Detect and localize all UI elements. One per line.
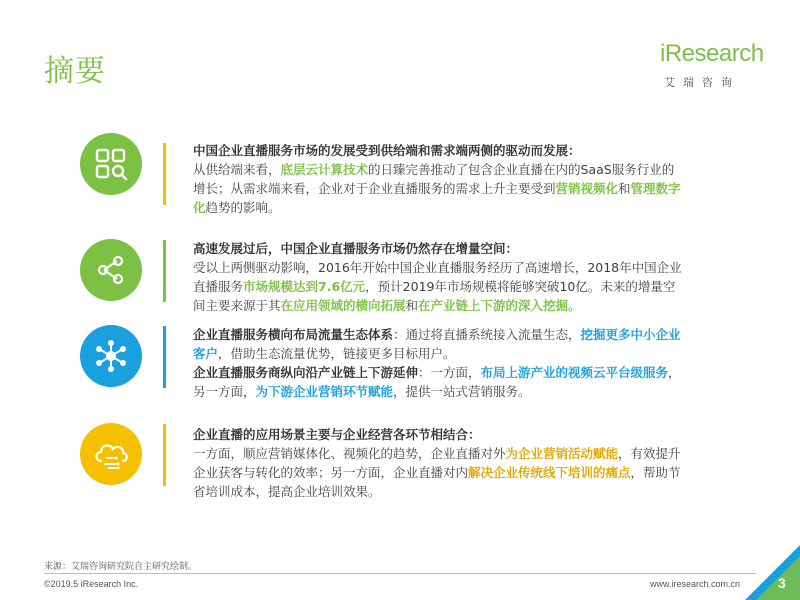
item-highlight: 为企业营销活动赋能 <box>505 446 619 461</box>
item-heading: 企业直播的应用场景主要与企业经营各环节相结合： <box>193 427 481 442</box>
item-heading: 企业直播服务商纵向沿产业链上下游延伸 <box>193 365 419 380</box>
item-text: 一方面，顺应营销媒体化、视频化的趋势，企业直播对外 <box>193 446 506 461</box>
divider-line <box>163 326 166 388</box>
cloud-icon <box>80 423 142 485</box>
page-title: 摘要 <box>44 54 106 89</box>
item-highlight: 布局上游产业的视频云平台级服务 <box>480 365 669 380</box>
item-highlight: 底层云计算技术 <box>280 162 369 177</box>
item-highlight: 挖掘更多中小企业客户 <box>193 327 681 361</box>
item-text: ，有效提升企业获客与转化的效率；另一方面，企业直播对内 <box>193 446 681 480</box>
item-heading: 中国企业直播服务市场的发展受到供给端和需求端两侧的驱动而发展： <box>193 143 581 158</box>
divider-line <box>163 424 166 486</box>
item-text: ，提供一站式营销服务。 <box>393 384 531 399</box>
item-text: 和 <box>618 181 631 196</box>
item-highlight: 解决企业传统线下培训的痛点 <box>468 465 631 480</box>
item-text: ，帮助节省培训成本，提高企业培训效果。 <box>193 465 681 499</box>
iresearch-logo <box>660 40 764 96</box>
item-highlight: 在应用领域的横向拓展 <box>280 298 406 313</box>
page-number: 3 <box>778 575 786 591</box>
grid-search-icon <box>80 133 142 195</box>
item-text: 的日臻完善推动了包含企业直播在内的SaaS服务行业的增长；从需求端来看，企业对于企业直播服务的需求上升主要受到 <box>193 162 675 196</box>
item-text: ：一方面， <box>418 365 481 380</box>
item-highlight: 营销视频化 <box>555 181 619 196</box>
website-link[interactable]: www.iresearch.com.cn <box>650 579 741 589</box>
share-icon <box>80 239 142 301</box>
summary-item-3 <box>193 325 683 401</box>
footer-divider <box>44 573 756 574</box>
item-text: 和 <box>405 298 419 313</box>
summary-item-4 <box>193 425 683 501</box>
item-text: 受以上两侧驱动影响，2016年开始中国企业直播服务经历了高速增长，2018年中国企业直播服务 <box>193 260 682 294</box>
item-text: 从供给端来看， <box>193 162 281 177</box>
item-text: ，借助生态流量优势，链接更多目标用户。 <box>218 346 456 361</box>
logo-word: iResearch <box>660 40 764 67</box>
network-icon <box>80 325 142 387</box>
item-text: 趋势的影响。 <box>205 200 281 215</box>
item-highlight: 管理数字化 <box>193 181 681 215</box>
item-heading: 企业直播服务横向布局流量生态体系 <box>193 327 394 342</box>
item-highlight: 为下游企业营销环节赋能 <box>255 384 394 399</box>
copyright: ©2019.5 iResearch Inc. <box>44 579 139 589</box>
item-highlight: 在产业链上下游的深入挖掘 <box>418 298 569 313</box>
logo-subtitle: 艾瑞咨询 <box>664 76 740 89</box>
item-text: ，预计2019年市场规模将能够突破10亿。未来的增量空间主要来源于其 <box>193 279 676 313</box>
item-text: ，另一方面， <box>193 365 681 399</box>
divider-line <box>163 143 166 205</box>
item-text: ：通过将直播系统接入流量生态， <box>393 327 581 342</box>
source-note: 来源：艾瑞咨询研究院自主研究绘制。 <box>44 562 198 572</box>
summary-item-1 <box>193 141 683 217</box>
summary-item-2 <box>193 239 683 315</box>
item-heading: 高速发展过后，中国企业直播服务市场仍然存在增量空间： <box>193 241 519 256</box>
divider-line <box>163 240 166 302</box>
item-highlight: 市场规模达到7.6亿元 <box>243 279 366 294</box>
item-text: 。 <box>568 298 581 313</box>
corner-decoration-icon <box>740 540 800 600</box>
